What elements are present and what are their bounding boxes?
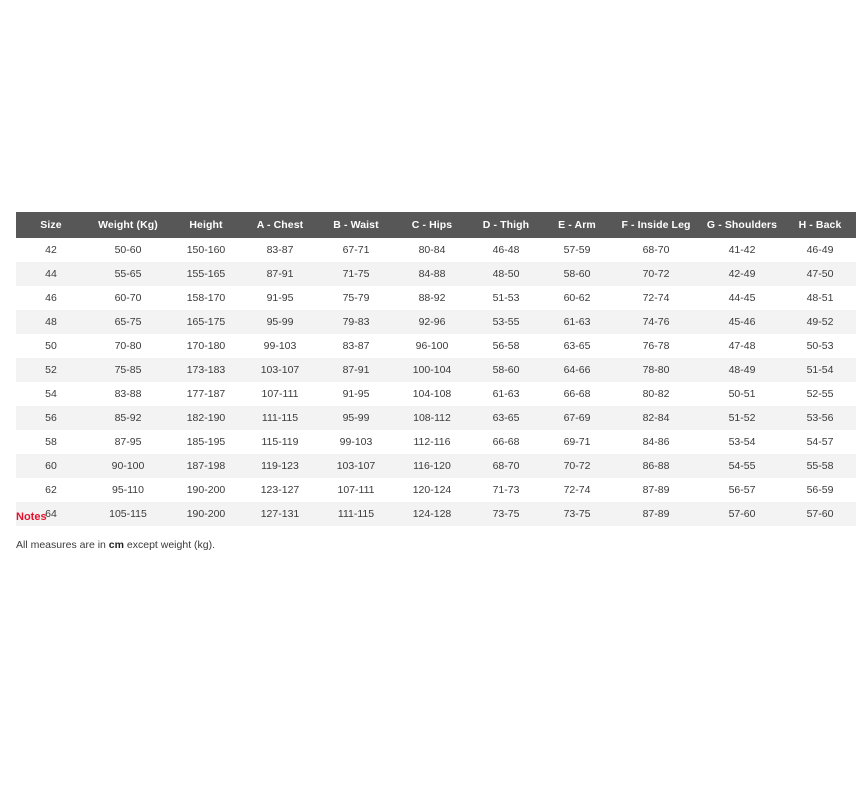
- cell-weight: 105-115: [86, 502, 170, 526]
- cell-weight: 85-92: [86, 406, 170, 430]
- cell-arm: 69-71: [542, 430, 612, 454]
- cell-arm: 63-65: [542, 334, 612, 358]
- cell-size: 46: [16, 286, 86, 310]
- cell-chest: 115-119: [242, 430, 318, 454]
- cell-arm: 72-74: [542, 478, 612, 502]
- cell-weight: 75-85: [86, 358, 170, 382]
- table-body: [16, 238, 856, 526]
- cell-back: 51-54: [784, 358, 856, 382]
- cell-height: 170-180: [170, 334, 242, 358]
- cell-height: 182-190: [170, 406, 242, 430]
- cell-shoulders: 50-51: [700, 382, 784, 406]
- column-header-hips: C - Hips: [394, 212, 470, 238]
- cell-arm: 60-62: [542, 286, 612, 310]
- cell-height: 165-175: [170, 310, 242, 334]
- column-header-height: Height: [170, 212, 242, 238]
- cell-waist: 103-107: [318, 454, 394, 478]
- column-header-arm: E - Arm: [542, 212, 612, 238]
- column-header-thigh: D - Thigh: [470, 212, 542, 238]
- cell-hips: 124-128: [394, 502, 470, 526]
- cell-hips: 120-124: [394, 478, 470, 502]
- cell-size: 56: [16, 406, 86, 430]
- cell-hips: 108-112: [394, 406, 470, 430]
- cell-chest: 123-127: [242, 478, 318, 502]
- cell-shoulders: 47-48: [700, 334, 784, 358]
- cell-inside-leg: 87-89: [612, 478, 700, 502]
- cell-back: 53-56: [784, 406, 856, 430]
- cell-waist: 99-103: [318, 430, 394, 454]
- table-row: [16, 262, 856, 286]
- cell-weight: 50-60: [86, 238, 170, 262]
- cell-thigh: 66-68: [470, 430, 542, 454]
- column-header-size: Size: [16, 212, 86, 238]
- cell-height: 177-187: [170, 382, 242, 406]
- notes-text-after: except weight (kg).: [123, 539, 216, 551]
- cell-thigh: 63-65: [470, 406, 542, 430]
- cell-chest: 103-107: [242, 358, 318, 382]
- cell-back: 54-57: [784, 430, 856, 454]
- cell-weight: 55-65: [86, 262, 170, 286]
- cell-thigh: 51-53: [470, 286, 542, 310]
- table-row: [16, 478, 856, 502]
- cell-hips: 80-84: [394, 238, 470, 262]
- cell-back: 52-55: [784, 382, 856, 406]
- cell-size: 44: [16, 262, 86, 286]
- cell-waist: 107-111: [318, 478, 394, 502]
- cell-back: 47-50: [784, 262, 856, 286]
- cell-thigh: 46-48: [470, 238, 542, 262]
- cell-arm: 64-66: [542, 358, 612, 382]
- cell-thigh: 68-70: [470, 454, 542, 478]
- cell-waist: 71-75: [318, 262, 394, 286]
- column-header-back: H - Back: [784, 212, 856, 238]
- cell-waist: 79-83: [318, 310, 394, 334]
- cell-waist: 67-71: [318, 238, 394, 262]
- cell-hips: 92-96: [394, 310, 470, 334]
- cell-hips: 116-120: [394, 454, 470, 478]
- table-row: [16, 310, 856, 334]
- cell-weight: 65-75: [86, 310, 170, 334]
- column-header-chest: A - Chest: [242, 212, 318, 238]
- cell-thigh: 71-73: [470, 478, 542, 502]
- cell-thigh: 58-60: [470, 358, 542, 382]
- cell-height: 190-200: [170, 478, 242, 502]
- cell-back: 49-52: [784, 310, 856, 334]
- cell-chest: 83-87: [242, 238, 318, 262]
- cell-hips: 88-92: [394, 286, 470, 310]
- table-row: [16, 334, 856, 358]
- cell-inside-leg: 78-80: [612, 358, 700, 382]
- cell-size: 60: [16, 454, 86, 478]
- cell-hips: 96-100: [394, 334, 470, 358]
- cell-height: 173-183: [170, 358, 242, 382]
- cell-arm: 58-60: [542, 262, 612, 286]
- table-row: [16, 358, 856, 382]
- cell-shoulders: 56-57: [700, 478, 784, 502]
- cell-height: 185-195: [170, 430, 242, 454]
- cell-shoulders: 53-54: [700, 430, 784, 454]
- column-header-shoulders: G - Shoulders: [700, 212, 784, 238]
- cell-size: 64: [16, 502, 86, 526]
- cell-size: 48: [16, 310, 86, 334]
- cell-inside-leg: 87-89: [612, 502, 700, 526]
- cell-thigh: 56-58: [470, 334, 542, 358]
- table-header-row: [16, 212, 856, 238]
- cell-arm: 73-75: [542, 502, 612, 526]
- cell-height: 190-200: [170, 502, 242, 526]
- table-row: [16, 406, 856, 430]
- cell-chest: 119-123: [242, 454, 318, 478]
- cell-inside-leg: 80-82: [612, 382, 700, 406]
- cell-shoulders: 44-45: [700, 286, 784, 310]
- cell-shoulders: 54-55: [700, 454, 784, 478]
- cell-chest: 95-99: [242, 310, 318, 334]
- notes-heading: Notes: [16, 511, 47, 523]
- table-row: [16, 430, 856, 454]
- notes-text-before: All measures are in: [16, 539, 109, 551]
- cell-height: 155-165: [170, 262, 242, 286]
- cell-height: 187-198: [170, 454, 242, 478]
- size-chart-table-wrap: [16, 212, 842, 526]
- cell-inside-leg: 74-76: [612, 310, 700, 334]
- cell-inside-leg: 82-84: [612, 406, 700, 430]
- cell-arm: 67-69: [542, 406, 612, 430]
- cell-weight: 60-70: [86, 286, 170, 310]
- table-row: [16, 238, 856, 262]
- cell-chest: 91-95: [242, 286, 318, 310]
- cell-size: 54: [16, 382, 86, 406]
- table-header: [16, 212, 856, 238]
- cell-hips: 112-116: [394, 430, 470, 454]
- notes-text-unit: cm: [108, 539, 124, 551]
- cell-back: 48-51: [784, 286, 856, 310]
- cell-back: 55-58: [784, 454, 856, 478]
- table-row: [16, 454, 856, 478]
- cell-waist: 91-95: [318, 382, 394, 406]
- cell-shoulders: 48-49: [700, 358, 784, 382]
- cell-chest: 87-91: [242, 262, 318, 286]
- cell-thigh: 61-63: [470, 382, 542, 406]
- cell-arm: 61-63: [542, 310, 612, 334]
- cell-hips: 100-104: [394, 358, 470, 382]
- cell-weight: 87-95: [86, 430, 170, 454]
- column-header-inside-leg: F - Inside Leg: [612, 212, 700, 238]
- cell-inside-leg: 84-86: [612, 430, 700, 454]
- cell-waist: 87-91: [318, 358, 394, 382]
- table-row: [16, 382, 856, 406]
- table-row: [16, 286, 856, 310]
- cell-hips: 104-108: [394, 382, 470, 406]
- cell-inside-leg: 70-72: [612, 262, 700, 286]
- cell-height: 150-160: [170, 238, 242, 262]
- cell-size: 50: [16, 334, 86, 358]
- cell-weight: 83-88: [86, 382, 170, 406]
- cell-inside-leg: 68-70: [612, 238, 700, 262]
- column-header-waist: B - Waist: [318, 212, 394, 238]
- cell-hips: 84-88: [394, 262, 470, 286]
- table-row: [16, 502, 856, 526]
- cell-arm: 57-59: [542, 238, 612, 262]
- cell-size: 52: [16, 358, 86, 382]
- cell-chest: 99-103: [242, 334, 318, 358]
- size-chart-table: [16, 212, 856, 526]
- cell-chest: 111-115: [242, 406, 318, 430]
- cell-shoulders: 51-52: [700, 406, 784, 430]
- cell-back: 50-53: [784, 334, 856, 358]
- cell-weight: 95-110: [86, 478, 170, 502]
- cell-shoulders: 41-42: [700, 238, 784, 262]
- cell-size: 62: [16, 478, 86, 502]
- cell-back: 56-59: [784, 478, 856, 502]
- cell-waist: 75-79: [318, 286, 394, 310]
- cell-waist: 111-115: [318, 502, 394, 526]
- cell-thigh: 53-55: [470, 310, 542, 334]
- cell-back: 57-60: [784, 502, 856, 526]
- cell-weight: 90-100: [86, 454, 170, 478]
- cell-height: 158-170: [170, 286, 242, 310]
- notes-body: [16, 539, 215, 551]
- cell-arm: 70-72: [542, 454, 612, 478]
- cell-chest: 107-111: [242, 382, 318, 406]
- cell-inside-leg: 76-78: [612, 334, 700, 358]
- cell-size: 58: [16, 430, 86, 454]
- cell-weight: 70-80: [86, 334, 170, 358]
- cell-size: 42: [16, 238, 86, 262]
- cell-thigh: 48-50: [470, 262, 542, 286]
- cell-waist: 83-87: [318, 334, 394, 358]
- cell-thigh: 73-75: [470, 502, 542, 526]
- cell-inside-leg: 72-74: [612, 286, 700, 310]
- cell-waist: 95-99: [318, 406, 394, 430]
- cell-arm: 66-68: [542, 382, 612, 406]
- cell-inside-leg: 86-88: [612, 454, 700, 478]
- column-header-weight: Weight (Kg): [86, 212, 170, 238]
- cell-shoulders: 45-46: [700, 310, 784, 334]
- cell-back: 46-49: [784, 238, 856, 262]
- cell-shoulders: 57-60: [700, 502, 784, 526]
- cell-shoulders: 42-49: [700, 262, 784, 286]
- cell-chest: 127-131: [242, 502, 318, 526]
